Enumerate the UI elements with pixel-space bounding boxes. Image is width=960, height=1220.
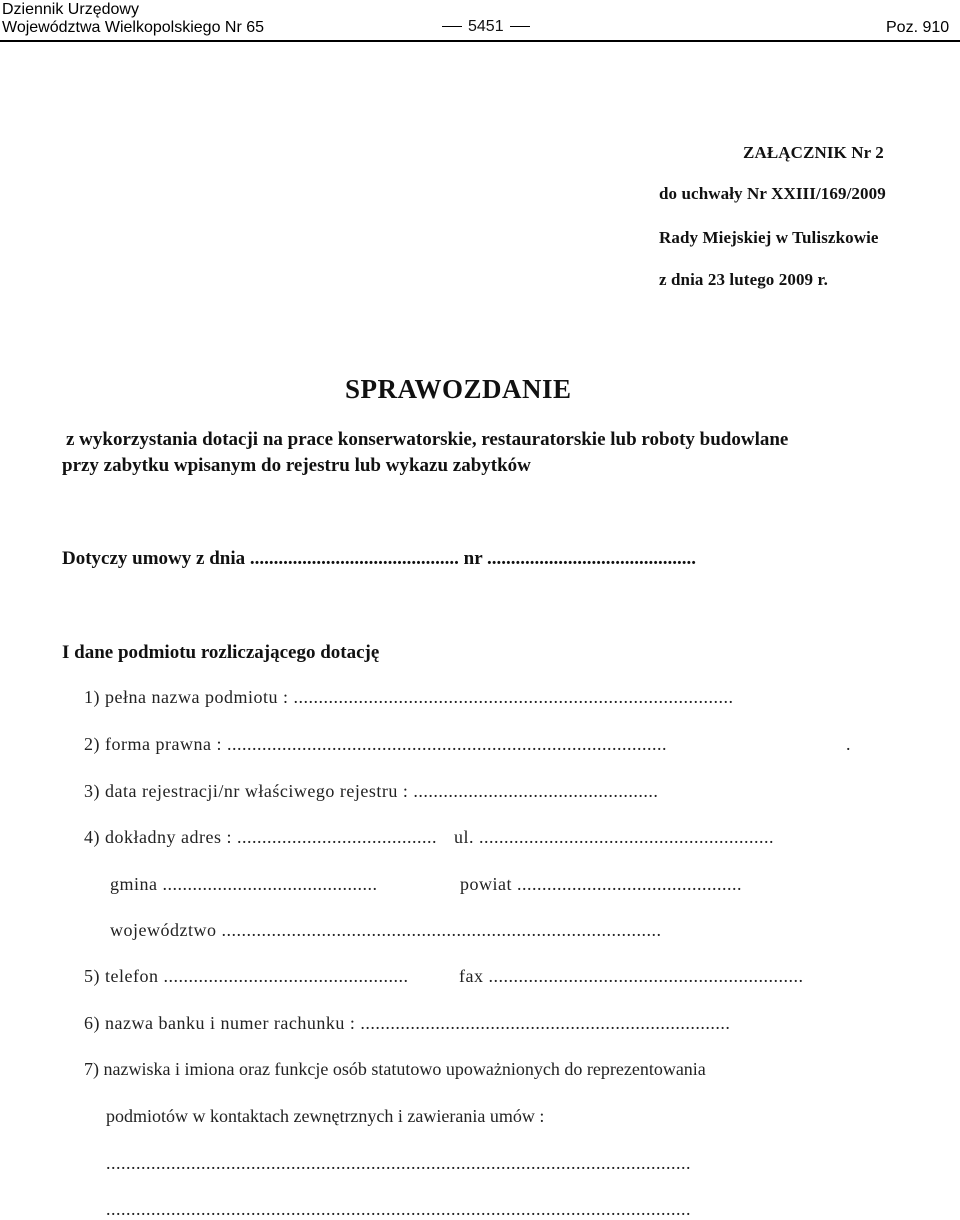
field-registration: 3) data rejestracji/nr właściwego rejestru : .................................................: [84, 781, 659, 801]
field-street: ul. ...........................................................: [454, 827, 775, 847]
journal-name-line2: Województwa Wielkopolskiego Nr 65: [2, 19, 265, 36]
field-full-name: 1) pełna nazwa podmiotu : ........................................................................................: [84, 687, 734, 707]
document-subtitle-line1: z wykorzystania dotacji na prace konserwatorskie, restauratorskie lub roboty budowlane: [66, 429, 789, 450]
section-heading: I dane podmiotu rozliczającego dotację: [62, 642, 380, 663]
field-phone: 5) telefon .................................................: [84, 966, 409, 986]
field-address: 4) dokładny adres : ........................................: [84, 827, 437, 847]
page-number-dash-right: [510, 26, 530, 27]
document-subtitle-line2: przy zabytku wpisanym do rejestru lub wykazu zabytków: [62, 455, 531, 476]
field-representatives-line1: 7) nazwiska i imiona oraz funkcje osób statutowo upoważnionych do reprezentowania: [84, 1059, 706, 1079]
document-title: SPRAWOZDANIE: [345, 374, 572, 404]
agreement-reference: Dotyczy umowy z dnia ............................................ nr ............................................: [62, 548, 697, 569]
page-number-dash-left: [442, 26, 462, 27]
field-representatives-line2: podmiotów w kontaktach zewnętrznych i zawierania umów :: [106, 1106, 545, 1126]
field-county: powiat .............................................: [460, 874, 742, 894]
page-number-block: [436, 18, 536, 36]
field-fax: fax ...............................................................: [459, 966, 804, 986]
attachment-date: z dnia 23 lutego 2009 r.: [659, 270, 828, 289]
stray-mark: .: [846, 734, 851, 754]
field-bank-account: 6) nazwa banku i numer rachunku : ..........................................................................: [84, 1013, 731, 1033]
attachment-resolution: do uchwały Nr XXIII/169/2009: [659, 184, 886, 203]
attachment-number: ZAŁĄCZNIK Nr 2: [743, 143, 884, 162]
field-legal-form: 2) forma prawna : ........................................................................................: [84, 734, 667, 754]
field-municipality: gmina ...........................................: [110, 874, 378, 894]
field-representatives-blank1: .....................................................................................................................: [106, 1153, 691, 1173]
page-number: 5451: [468, 18, 504, 35]
attachment-council: Rady Miejskiej w Tuliszkowie: [659, 228, 879, 247]
field-representatives-blank2: .....................................................................................................................: [106, 1199, 691, 1219]
field-voivodeship: województwo ........................................................................................: [110, 920, 662, 940]
journal-name-line1: Dziennik Urzędowy: [2, 1, 139, 18]
position-number: Poz. 910: [886, 19, 950, 36]
header-rule: [0, 40, 960, 42]
